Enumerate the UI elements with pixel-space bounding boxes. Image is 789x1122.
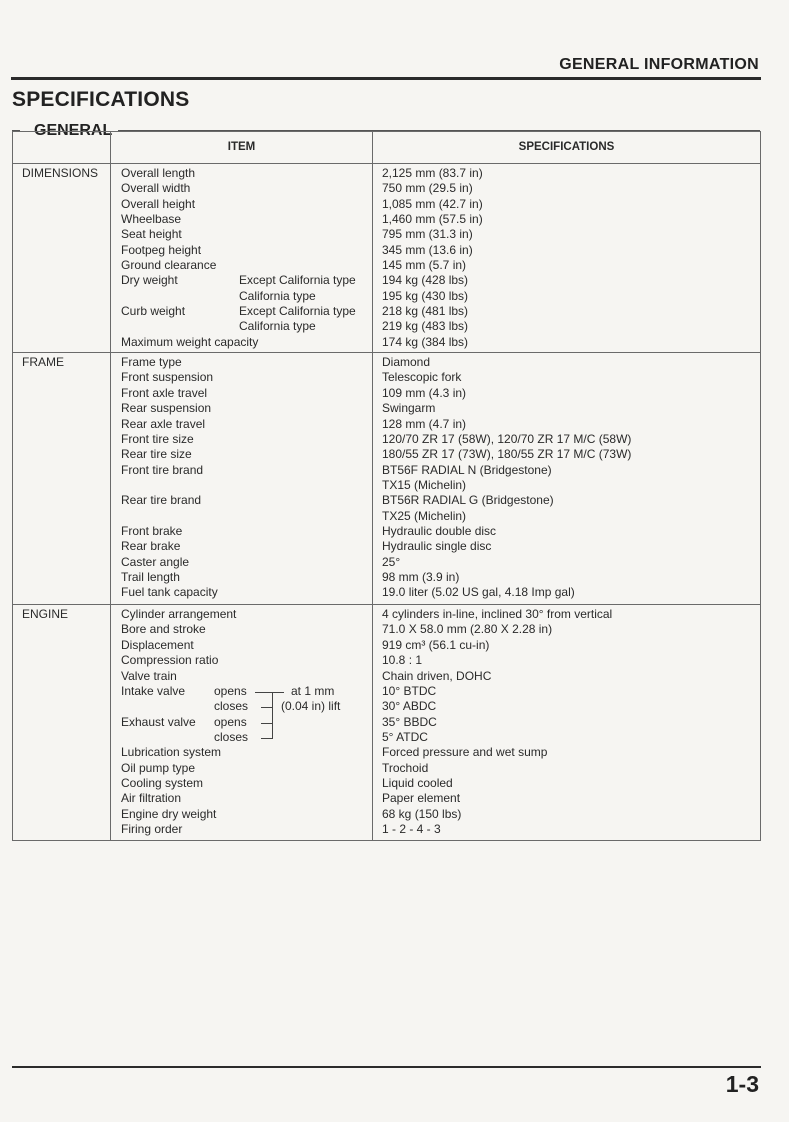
spec-value: Hydraulic single disc bbox=[382, 539, 492, 554]
table-row bbox=[13, 605, 761, 841]
spec-value: 194 kg (428 lbs) bbox=[382, 273, 469, 288]
spec-value: Liquid cooled bbox=[382, 775, 453, 790]
list-item: Front brake bbox=[121, 523, 183, 538]
list-item: Seat height bbox=[121, 227, 182, 242]
list-item: Maximum weight capacity bbox=[121, 334, 259, 349]
frame-items bbox=[111, 353, 373, 605]
list-item: Displacement bbox=[121, 637, 194, 652]
valve-timing-group bbox=[121, 684, 372, 745]
intake-closes-label: closes bbox=[214, 699, 249, 714]
list-item: Front suspension bbox=[121, 370, 214, 385]
spec-value: 195 kg (430 lbs) bbox=[382, 288, 469, 303]
exhaust-valve-label: Exhaust valve bbox=[121, 714, 196, 729]
lift-condition-1: at 1 mm bbox=[291, 683, 335, 698]
list-item: Engine dry weight bbox=[121, 806, 217, 821]
list-item: Fuel tank capacity bbox=[121, 585, 218, 600]
spec-value: 1 - 2 - 4 - 3 bbox=[382, 821, 441, 836]
list-item: Footpeg height bbox=[121, 242, 202, 257]
list-item: Overall length bbox=[121, 166, 196, 180]
spec-value: 2,125 mm (83.7 in) bbox=[382, 166, 483, 180]
list-item: Lubrication system bbox=[121, 745, 222, 760]
intake-valve-label: Intake valve bbox=[121, 683, 186, 698]
spec-value: 10.8 : 1 bbox=[382, 653, 423, 668]
list-item: Air filtration bbox=[121, 791, 182, 806]
spec-value: 35° BBDC bbox=[382, 714, 437, 729]
spec-value: 5° ATDC bbox=[382, 729, 428, 744]
spec-value: 1,085 mm (42.7 in) bbox=[382, 196, 483, 211]
category-frame: FRAME bbox=[13, 353, 111, 605]
spec-value: 128 mm (4.7 in) bbox=[382, 416, 467, 431]
list-item bbox=[121, 273, 372, 288]
list-item: Rear tire size bbox=[121, 447, 192, 462]
spec-value: Diamond bbox=[382, 355, 431, 370]
spec-value: Telescopic fork bbox=[382, 370, 462, 385]
list-item: Front axle travel bbox=[121, 385, 208, 400]
spec-value: 98 mm (3.9 in) bbox=[382, 569, 460, 584]
list-item: Firing order bbox=[121, 821, 183, 836]
spec-value: 1,460 mm (57.5 in) bbox=[382, 212, 483, 227]
header-cat bbox=[13, 132, 111, 164]
spec-value: 109 mm (4.3 in) bbox=[382, 385, 467, 400]
spec-value: Forced pressure and wet sump bbox=[382, 745, 548, 760]
exhaust-opens-label: opens bbox=[214, 714, 247, 729]
spec-value: 71.0 X 58.0 mm (2.80 X 2.28 in) bbox=[382, 622, 553, 637]
intake-opens-label: opens bbox=[214, 683, 247, 698]
spec-value: BT56F RADIAL N (Bridgestone) bbox=[382, 462, 552, 477]
frame-specs bbox=[373, 353, 761, 605]
list-item: Bore and stroke bbox=[121, 622, 206, 637]
california-label: California type bbox=[239, 288, 316, 303]
list-item bbox=[121, 304, 372, 319]
list-item: Overall height bbox=[121, 196, 196, 211]
list-item: Valve train bbox=[121, 668, 177, 683]
list-item: Cylinder arrangement bbox=[121, 607, 237, 622]
spec-value: TX15 (Michelin) bbox=[382, 477, 467, 492]
list-item bbox=[121, 509, 372, 524]
list-item: Rear axle travel bbox=[121, 416, 206, 431]
spec-value: Paper element bbox=[382, 791, 461, 806]
spec-value: 145 mm (5.7 in) bbox=[382, 258, 467, 273]
engine-specs bbox=[373, 605, 761, 841]
list-item: Ground clearance bbox=[121, 258, 217, 273]
page-title: SPECIFICATIONS bbox=[12, 88, 190, 111]
table-header-row bbox=[13, 132, 761, 164]
curb-weight-label: Curb weight bbox=[121, 304, 186, 319]
spec-value: 345 mm (13.6 in) bbox=[382, 242, 473, 257]
spec-table bbox=[12, 131, 761, 841]
list-item: Wheelbase bbox=[121, 212, 182, 227]
table-row bbox=[13, 164, 761, 353]
spec-value: Trochoid bbox=[382, 760, 429, 775]
bracket-tick bbox=[272, 692, 284, 693]
list-item: Rear suspension bbox=[121, 401, 212, 416]
spec-value: 30° ABDC bbox=[382, 699, 437, 714]
header-spec: SPECIFICATIONS bbox=[373, 132, 761, 164]
spec-value: 120/70 ZR 17 (58W), 120/70 ZR 17 M/C (58W) bbox=[382, 431, 632, 446]
bracket-tick bbox=[255, 692, 272, 693]
dimensions-items bbox=[111, 164, 373, 353]
list-item bbox=[121, 289, 372, 304]
bracket-spine bbox=[272, 692, 273, 739]
header-rule bbox=[11, 77, 761, 80]
list-item: Caster angle bbox=[121, 554, 190, 569]
spec-value: 19.0 liter (5.02 US gal, 4.18 Imp gal) bbox=[382, 585, 575, 600]
spec-value: 218 kg (481 lbs) bbox=[382, 304, 469, 319]
list-item: Front tire size bbox=[121, 431, 194, 446]
list-item: Front tire brand bbox=[121, 462, 204, 477]
list-item: Cooling system bbox=[121, 775, 204, 790]
list-item: Trail length bbox=[121, 569, 180, 584]
list-item bbox=[121, 478, 372, 493]
spec-value: TX25 (Michelin) bbox=[382, 508, 467, 523]
except-california-label: Except California type bbox=[239, 273, 356, 288]
list-item bbox=[121, 319, 372, 334]
list-item: Rear tire brand bbox=[121, 493, 202, 508]
spec-value: Chain driven, DOHC bbox=[382, 668, 492, 683]
spec-value: 219 kg (483 lbs) bbox=[382, 319, 469, 334]
table-row bbox=[13, 353, 761, 605]
california-label: California type bbox=[239, 319, 316, 334]
spec-value: Hydraulic double disc bbox=[382, 523, 497, 538]
spec-value: 174 kg (384 lbs) bbox=[382, 334, 469, 349]
bracket-tick bbox=[261, 738, 272, 739]
spec-value: 750 mm (29.5 in) bbox=[382, 181, 473, 196]
dry-weight-label: Dry weight bbox=[121, 273, 178, 288]
list-item: Oil pump type bbox=[121, 760, 196, 775]
dimensions-specs bbox=[373, 164, 761, 353]
exhaust-closes-label: closes bbox=[214, 729, 249, 744]
page-number: 1-3 bbox=[725, 1071, 759, 1097]
spec-value: 919 cm³ (56.1 cu-in) bbox=[382, 637, 490, 652]
spec-value: Swingarm bbox=[382, 401, 436, 416]
category-dimensions: DIMENSIONS bbox=[13, 164, 111, 353]
category-engine: ENGINE bbox=[13, 605, 111, 841]
lift-condition-2: (0.04 in) lift bbox=[281, 699, 341, 714]
running-header: GENERAL INFORMATION bbox=[559, 56, 759, 73]
spec-value: 25° bbox=[382, 554, 401, 569]
list-item: Compression ratio bbox=[121, 653, 219, 668]
header-item: ITEM bbox=[111, 132, 373, 164]
spec-value: BT56R RADIAL G (Bridgestone) bbox=[382, 493, 554, 508]
section-label: GENERAL bbox=[30, 122, 116, 140]
bracket-tick bbox=[261, 723, 272, 724]
spec-value: 10° BTDC bbox=[382, 683, 437, 698]
spec-value: 68 kg (150 lbs) bbox=[382, 806, 462, 821]
spec-value: 180/55 ZR 17 (73W), 180/55 ZR 17 M/C (73W) bbox=[382, 447, 632, 462]
list-item: Overall width bbox=[121, 181, 191, 196]
spec-value: 4 cylinders in-line, inclined 30° from vertical bbox=[382, 607, 613, 622]
list-item: Rear brake bbox=[121, 539, 181, 554]
except-california-label: Except California type bbox=[239, 304, 356, 319]
spec-value: 795 mm (31.3 in) bbox=[382, 227, 473, 242]
bracket-tick bbox=[261, 707, 272, 708]
engine-items bbox=[111, 605, 373, 841]
footer-rule bbox=[12, 1066, 761, 1068]
list-item: Frame type bbox=[121, 355, 182, 370]
